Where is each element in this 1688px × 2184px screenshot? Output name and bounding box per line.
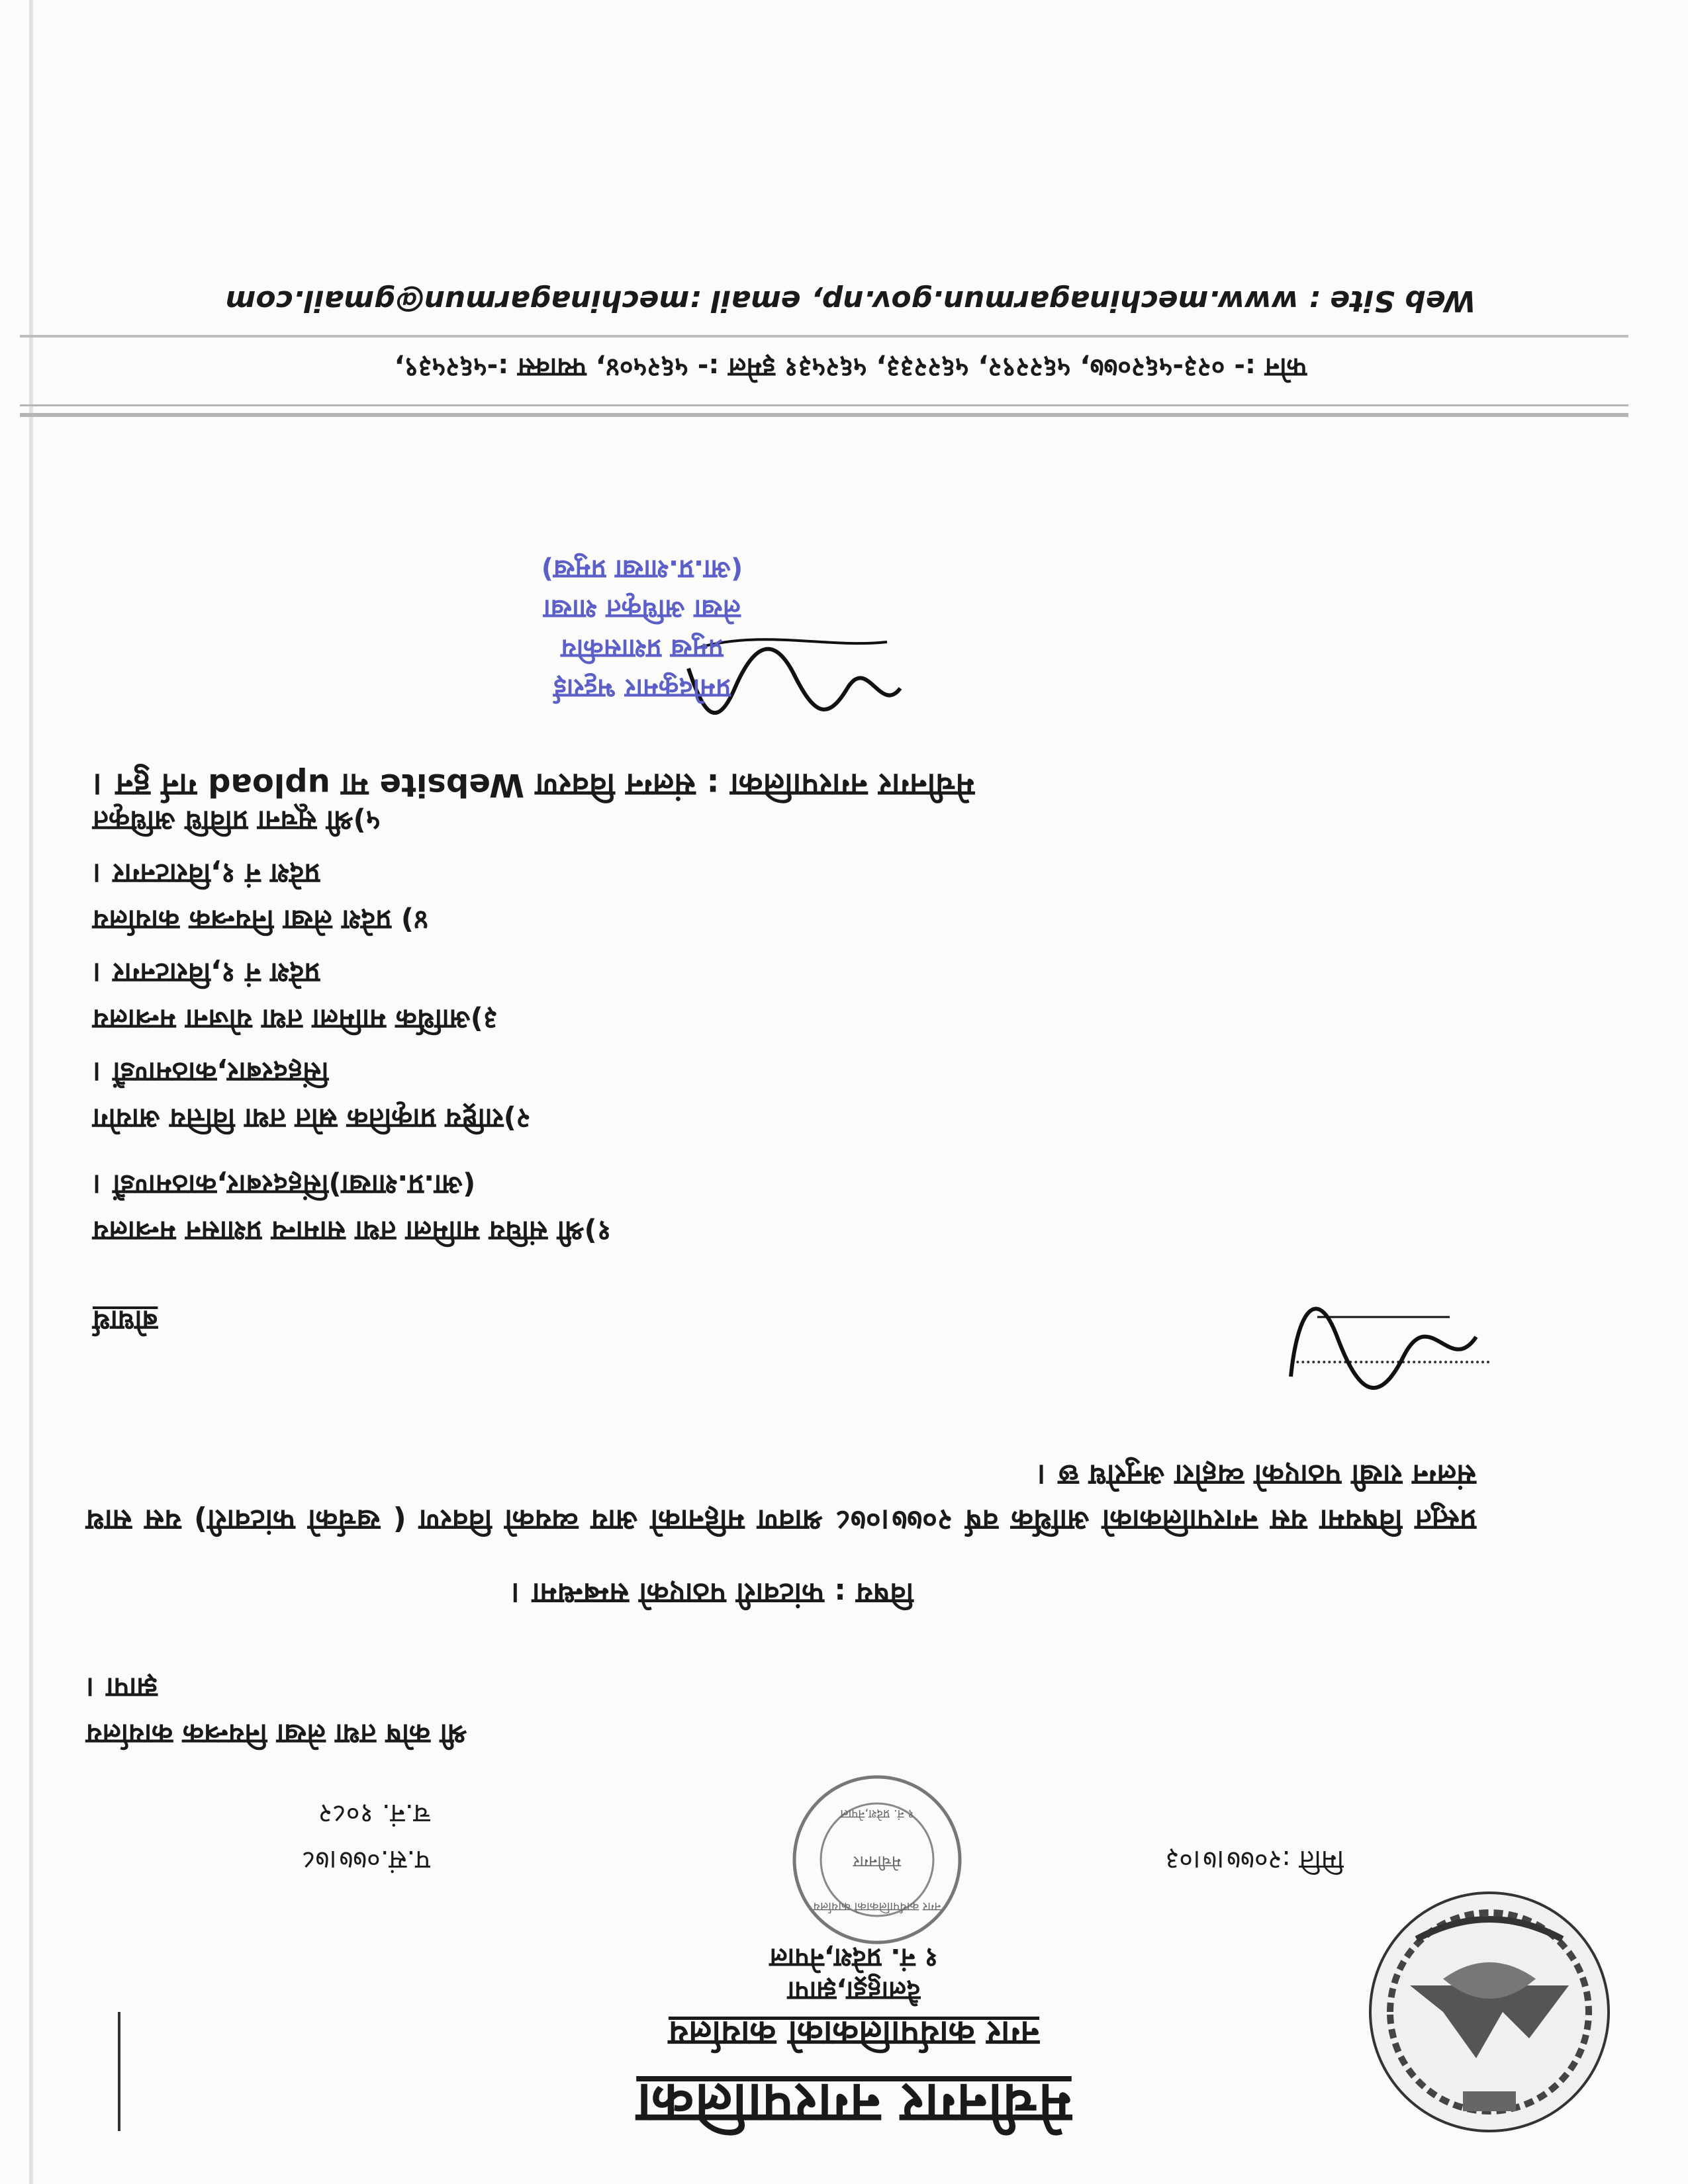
cc-item-4-address: प्रदेश नं १,विराटनगर ।	[93, 858, 320, 890]
recipient-line2: झापा ।	[86, 1672, 158, 1704]
stamp-text-2: मेचीनगर	[853, 1852, 902, 1871]
stamp-text-1: नगर कार्यपालिकाको कार्यालय	[813, 1899, 941, 1913]
letter-body: प्रस्तुत विषयमा यस नगरपालिकाको आर्थिक वर्ष २०७७।०७८ श्रावण महिनाको आय व्ययको विवरण ( खर्चको फांटवारी) यस साथ संलग्न राखी पठाएको व्यहोरा अनुरोध छ ।	[86, 1457, 1476, 1537]
office-address-line2: १ नं. प्रदेश,नेपाल	[769, 1942, 939, 1973]
footer-divider	[20, 335, 1628, 338]
cc-item-3: ३)आर्थिक मामिला तथा योजना मन्त्रालय	[93, 1003, 498, 1036]
footer-website: Web Site : www.mechinagarmun.gov.np, email :mechinagarmun@gmail.com	[225, 284, 1476, 318]
scan-edge	[29, 0, 33, 2184]
cc-item-4: ४) प्रदेश लेखा नियन्त्रक कार्यालय	[93, 904, 428, 936]
office-address-line1: दैलाहुड्रा,झापा	[787, 1976, 921, 2006]
patra-sankhya: प.सं.०७७।७८	[301, 1844, 430, 1875]
chalani-number: च.नं. १०८२	[318, 1798, 430, 1829]
cc-item-2: २)राष्ट्रिय प्राकृतिक स्रोत तथा वित्तिय आयोग	[93, 1103, 531, 1135]
cc-item-3-address: प्रदेश नं १,विराटनगर ।	[93, 957, 320, 989]
signatory-designation-2: लेखा अधिकृत शाखा	[543, 594, 741, 624]
cc-item-2-address: सिंहदरबार,काठमाण्डौं ।	[93, 1056, 329, 1089]
signatory-name: प्रमोदकुमार भट्टराई	[553, 673, 731, 704]
signatory-designation-3: (आ.प्र.शाखा प्रमुख)	[541, 554, 743, 584]
cc-item-5-note: मेचीनगर नगरपालिका : संलग्न विवरण Website मा upload गर्न हुन ।	[93, 766, 975, 803]
cc-item-1-address: (आ.प्र.शाखा)सिंहदरबार,काठमाण्डौं ।	[93, 1169, 476, 1201]
cc-item-5: ५)श्री सूचना प्रविधि अधिकृत	[93, 805, 381, 837]
footer-contact: फोन :- ०२३-५६२०७७, ५६२२९२, ५६२२३३, ५६२५३१ इमेल :- ५६२५०४, फ्याक्स :-५६२५३९,	[394, 352, 1307, 383]
handwritten-signature	[1278, 1284, 1489, 1416]
office-name: नगर कार्यपालिकाको कार्यालय	[668, 2013, 1040, 2053]
cc-item-1: १)श्री संघिय मामिला तथा सामान्य प्रशासन मन्त्रालय	[93, 1215, 612, 1248]
subject-line: विषय : फांटवारी पठाएको सम्बन्धमा ।	[510, 1576, 914, 1610]
margin-mark	[106, 2005, 132, 2138]
signatory-designation-1: प्रमुख प्रशासकीय	[561, 633, 724, 664]
org-name: मेचीनगर नगरपालिका	[636, 2071, 1072, 2136]
stamp-text-3: १ नं. प्रदेश,नेपाल	[840, 1807, 914, 1821]
bodhartha-label: बोधार्थ	[93, 1304, 158, 1337]
letter-date: मिति :२०७७।७।०३	[1165, 1844, 1344, 1875]
signatory-stamp	[444, 510, 841, 708]
nepal-emblem-icon	[1364, 1886, 1615, 2138]
recipient-line1: श्री कोष तथा लेखा नियन्त्रक कार्यालय	[86, 1718, 467, 1751]
footer-rule	[20, 404, 1628, 417]
office-stamp	[781, 1767, 973, 1952]
